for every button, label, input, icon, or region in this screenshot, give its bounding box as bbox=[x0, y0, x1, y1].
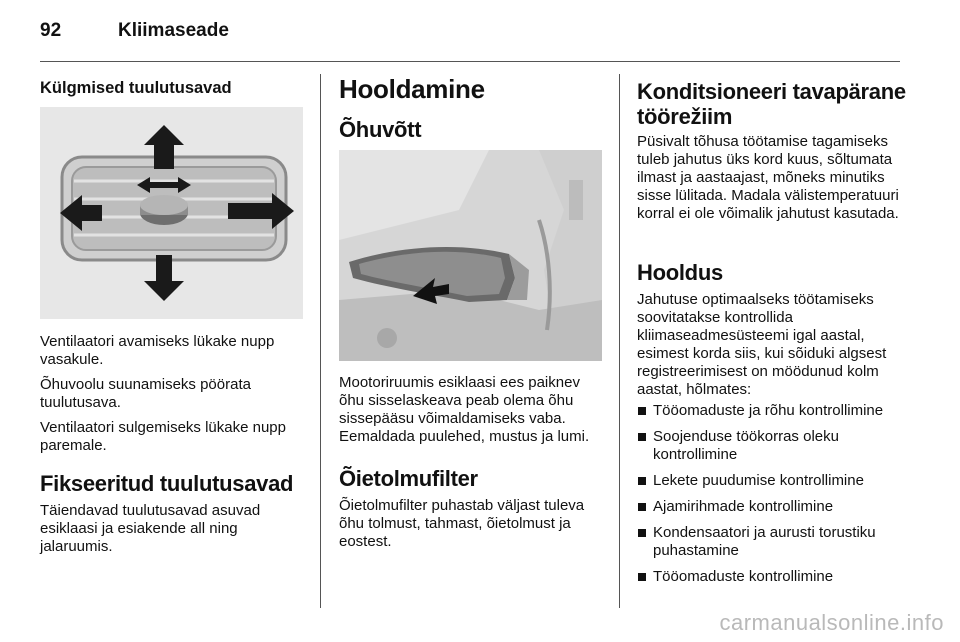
paragraph: Ventilaatori sulgemiseks lükake nupp paremale. bbox=[40, 419, 286, 454]
list-item: Tööomaduste kontrollimine bbox=[637, 568, 907, 586]
service-checklist bbox=[637, 402, 907, 594]
heading-air-intake: Õhuvõtt bbox=[339, 117, 422, 142]
section-title: Kliimaseade bbox=[118, 20, 229, 41]
header-rule bbox=[40, 61, 900, 62]
service-text: Jahutuse optimaalseks töötamiseks soovitatakse kontrollida kliimaseadmesüsteemi igal aastal, esimest korda siis, kui sõiduki algsest registreerimisest on möödunud kolm aastat, hõlmates: bbox=[637, 291, 887, 398]
heading-fixed-vents: Fikseeritud tuulutusavad bbox=[40, 471, 294, 496]
side-vent-figure bbox=[40, 107, 303, 319]
bullet-square-icon bbox=[638, 477, 646, 485]
normal-operation-text: Püsivalt tõhusa töötamise tagamiseks tuleb jahutus üks kord kuus, sõltumata ilmast ja aastaajast, mõneks minutiks sisse lülitada. Madala välistemperatuuri korral ei ole võimalik jahutust kasutada. bbox=[637, 133, 899, 222]
heading-maintenance: Hooldamine bbox=[339, 74, 485, 104]
engine-bay-illustration bbox=[339, 150, 602, 361]
side-vent-illustration bbox=[40, 107, 303, 319]
bullet-square-icon bbox=[638, 573, 646, 581]
column-divider-1 bbox=[320, 74, 321, 608]
column-divider-2 bbox=[619, 74, 620, 608]
side-vents-text bbox=[40, 333, 308, 462]
heading-side-vents: Külgmised tuulutusavad bbox=[40, 79, 232, 97]
bullet-square-icon bbox=[638, 407, 646, 415]
arrow-down-icon bbox=[144, 255, 184, 301]
heading-normal-ac-operation: Konditsioneeri tavapärane töörežiim bbox=[637, 79, 906, 129]
page-number: 92 bbox=[40, 20, 62, 41]
list-item: Soojenduse töökorras oleku kontrollimine bbox=[637, 428, 907, 464]
heading-service: Hooldus bbox=[637, 260, 723, 285]
heading-pollen-filter: Õietolmufilter bbox=[339, 466, 478, 491]
bullet-square-icon bbox=[638, 503, 646, 511]
bullet-square-icon bbox=[638, 529, 646, 537]
air-intake-photo bbox=[339, 150, 602, 361]
bullet-square-icon bbox=[638, 433, 646, 441]
paragraph: Õhuvoolu suunamiseks pöörata tuulutusava. bbox=[40, 376, 251, 411]
fixed-vents-text: Täiendavad tuulutusavad asuvad esiklaasi ja esiakende all ning jalaruumis. bbox=[40, 502, 261, 555]
paragraph: Ventilaatori avamiseks lükake nupp vasakule. bbox=[40, 333, 275, 368]
list-item: Kondensaatori ja aurusti torustiku puhastamine bbox=[637, 524, 907, 560]
air-intake-text: Mootoriruumis esiklaasi ees paiknev õhu sisselaskeava peab olema õhu sissepääsu võimaldamiseks vaba. Eemaldada puulehed, mustus ja lumi. bbox=[339, 374, 590, 445]
pollen-filter-text: Õietolmufilter puhastab väljast tuleva õhu tolmust, tahmast, õietolmust ja eostest. bbox=[339, 497, 585, 550]
list-item: Ajamirihmade kontrollimine bbox=[637, 498, 907, 516]
list-item: Lekete puudumise kontrollimine bbox=[637, 472, 907, 490]
watermark: carmanualsonline.info bbox=[719, 610, 944, 635]
list-item: Tööomaduste ja rõhu kontrollimine bbox=[637, 402, 907, 420]
